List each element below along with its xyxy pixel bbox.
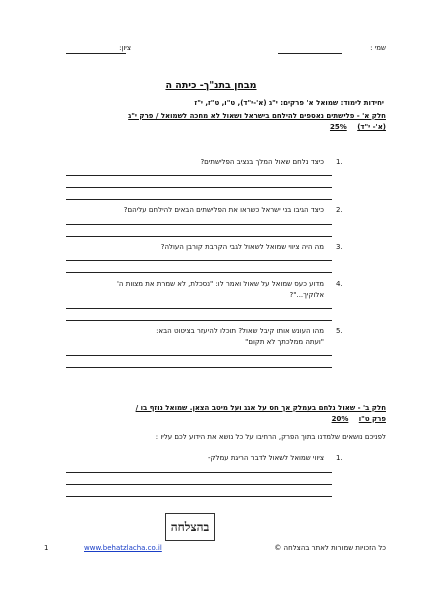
page-title: מבחן בתנ"ך- כיתה ה: [165, 80, 257, 91]
question-number: 3.: [336, 243, 343, 251]
logo-text: בהצלחה: [170, 519, 210, 534]
study-units: יחידות לימוד: שמואל א' פרקים: י"ג (א'-י"ד), ט"ו, ט"ז, י"ז: [194, 99, 384, 107]
answer-line[interactable]: [66, 367, 332, 368]
page-number: 1: [44, 544, 49, 552]
part-a-heading: חלק א' - פלישתים נאספים להילחם בישראל ושאול לא מחכה לשמואל / פרק י"ג: [128, 112, 386, 120]
answer-line[interactable]: [66, 187, 332, 188]
part-a-percent: 25%: [329, 123, 347, 131]
answer-line[interactable]: [66, 496, 332, 497]
question-text: כיצד נלחם שאול המלך בנציב הפלישתים?: [200, 158, 324, 166]
answer-line[interactable]: [66, 224, 332, 225]
question-text: כיצד הגיבו בני ישראל כשראו את הפלישתים הבאים להילחם עליהם?: [123, 206, 324, 214]
part-b-instructions: לפניכם נושאים שלמדנו בתוך הפרק, הרחיבו על כל נושא את הידוע לכם עליו :: [155, 433, 386, 441]
question-text: מהו העונש אותו קיבל שאול? תוכלו להיעזר בציטוט הבא:: [156, 327, 324, 335]
question-number: 1.: [336, 158, 343, 166]
part-b-chapter: פרק ט"ו: [358, 415, 386, 423]
grade-label: ציון:: [119, 44, 131, 52]
behatzlacha-logo: [165, 513, 215, 541]
answer-line[interactable]: [66, 320, 332, 321]
name-label: שמי :: [370, 44, 386, 52]
answer-line[interactable]: [66, 484, 332, 485]
question-text: מדוע כעס שמואל על שאול ואמר לו: "נסכלת, לא שמרת את מצוות ה': [117, 280, 324, 288]
part-b-heading: חלק ב' - שאול נלחם בעמלק אך חס על אגג ועל מיטב הצאן. שמואל נוזף בו /: [135, 404, 386, 412]
part-b-heading-line2: [332, 415, 386, 423]
copyright-text: כל הזכויות שמורות לאתר בהצלחה ©: [274, 544, 386, 552]
question-number: 1.: [336, 454, 343, 462]
part-b-percent: 20%: [331, 415, 349, 423]
site-link[interactable]: www.behatzlacha.co.il: [84, 544, 162, 552]
answer-line[interactable]: [66, 236, 332, 237]
question-text-cont: אלוקיך..."?: [289, 291, 324, 299]
answer-line[interactable]: [66, 472, 332, 473]
answer-line[interactable]: [66, 260, 332, 261]
question-quote: "ועתה ממלכתך לא תקום": [245, 338, 324, 346]
question-text: מה היה ציווי שמואל לשאול לגבי הקרבת קורבן העולה?: [160, 243, 324, 251]
part-a-chapter-range: (א'- י"ד): [357, 123, 386, 131]
answer-line[interactable]: [66, 308, 332, 309]
answer-line[interactable]: [66, 272, 332, 273]
question-number: 5.: [336, 327, 343, 335]
name-blank[interactable]: [278, 53, 342, 54]
answer-line[interactable]: [66, 199, 332, 200]
answer-line[interactable]: [66, 355, 332, 356]
question-number: 4.: [336, 280, 343, 288]
question-number: 2.: [336, 206, 343, 214]
grade-blank[interactable]: [66, 53, 126, 54]
answer-line[interactable]: [66, 175, 332, 176]
part-a-heading-line2: [330, 123, 386, 131]
question-text: ציווי שמואל לשאול לדבר הריגת עמלק-: [208, 454, 324, 462]
